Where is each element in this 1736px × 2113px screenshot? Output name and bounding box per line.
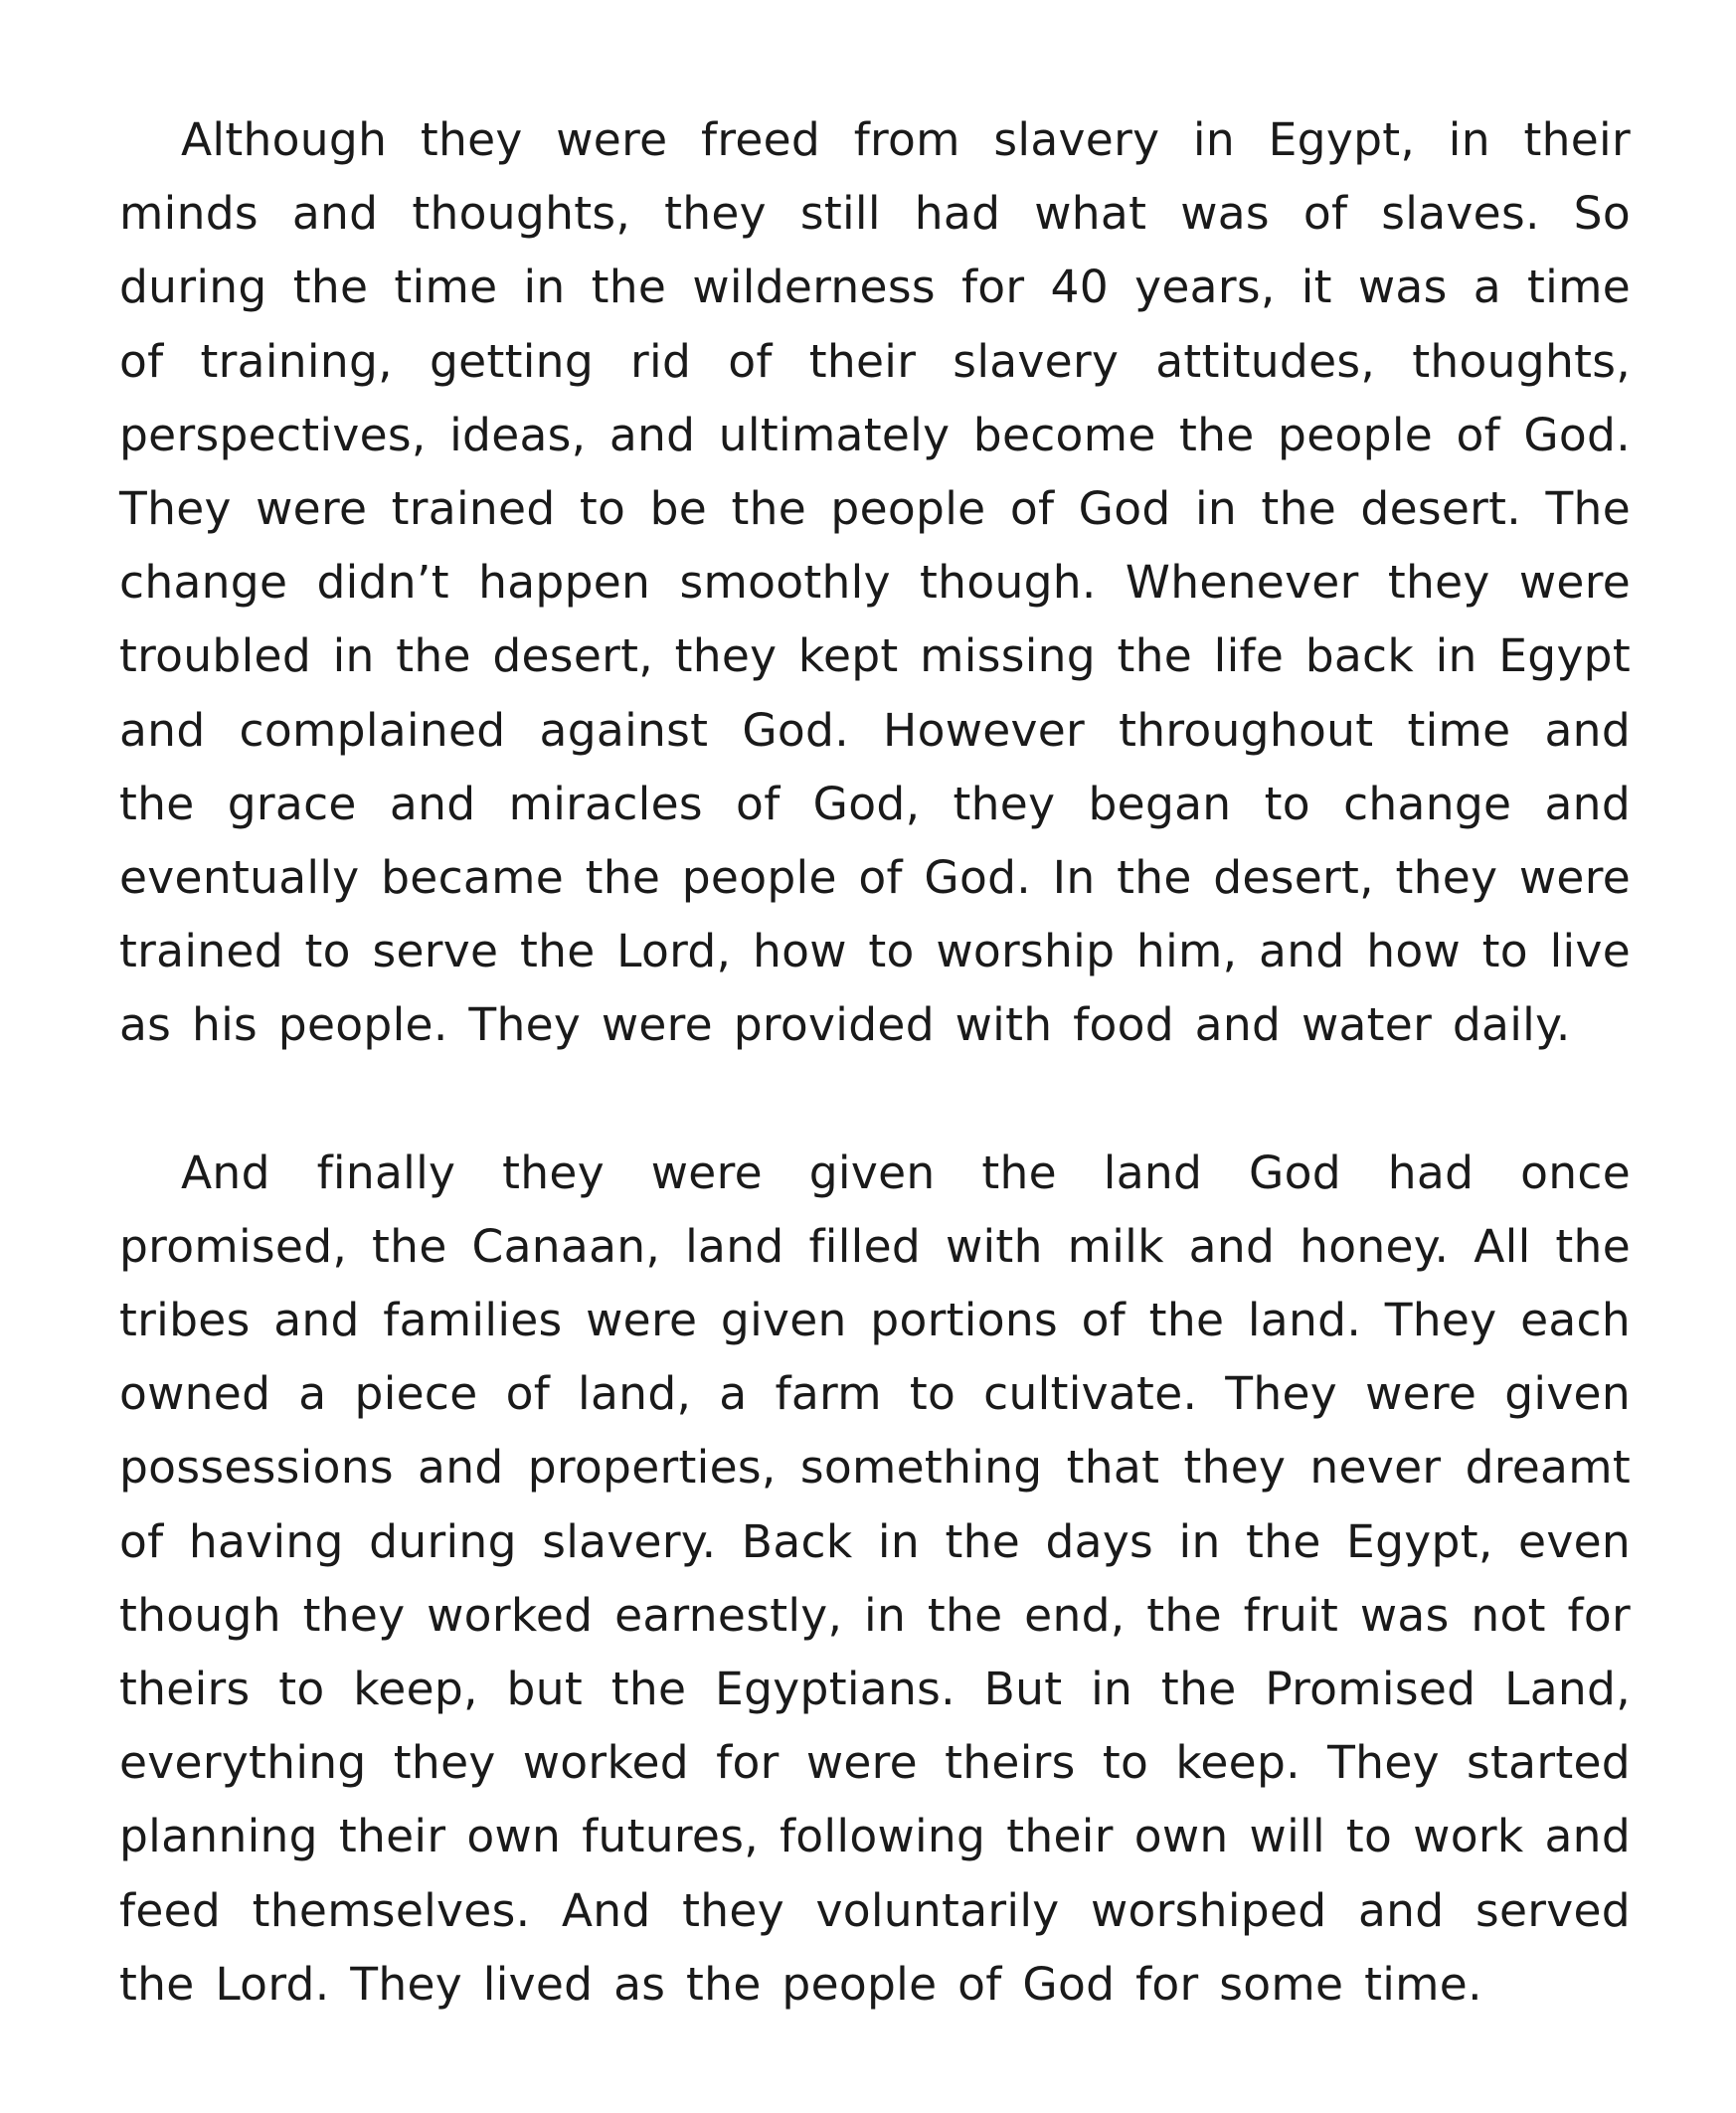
document-page [119, 103, 1631, 2022]
paragraph: And finally they were given the land God had once promised, the Canaan, land filled with milk and honey. All the tribes and families were given portions of the land. They each owned a piece of land, a farm to cultivate. They were given possessions and properties, something that they never dreamt of having during slavery. Back in the days in the Egypt, even though they worked earnestly, in the end, the fruit was not for theirs to keep, but the Egyptians. But in the Promised Land, everything they worked for were theirs to keep. They started planning their own futures, following their own will to work and feed themselves. And they voluntarily worshiped and served the Lord. They lived as the people of God for some time. [119, 1145, 1631, 2011]
paragraph: Although they were freed from slavery in Egypt, in their minds and thoughts, they still had what was of slaves. So during the time in the wilderness for 40 years, it was a time of training, getting rid of their slavery attitudes, thoughts, perspectives, ideas, and ultimately become the people of God. They were trained to be the people of God in the desert. The change didn’t happen smoothly though. Whenever they were troubled in the desert, they kept missing the life back in Egypt and complained against God. However throughout time and the grace and miracles of God, they began to change and eventually became the people of God. In the desert, they were trained to serve the Lord, how to worship him, and how to live as his people. They were provided with food and water daily. [119, 113, 1631, 1052]
